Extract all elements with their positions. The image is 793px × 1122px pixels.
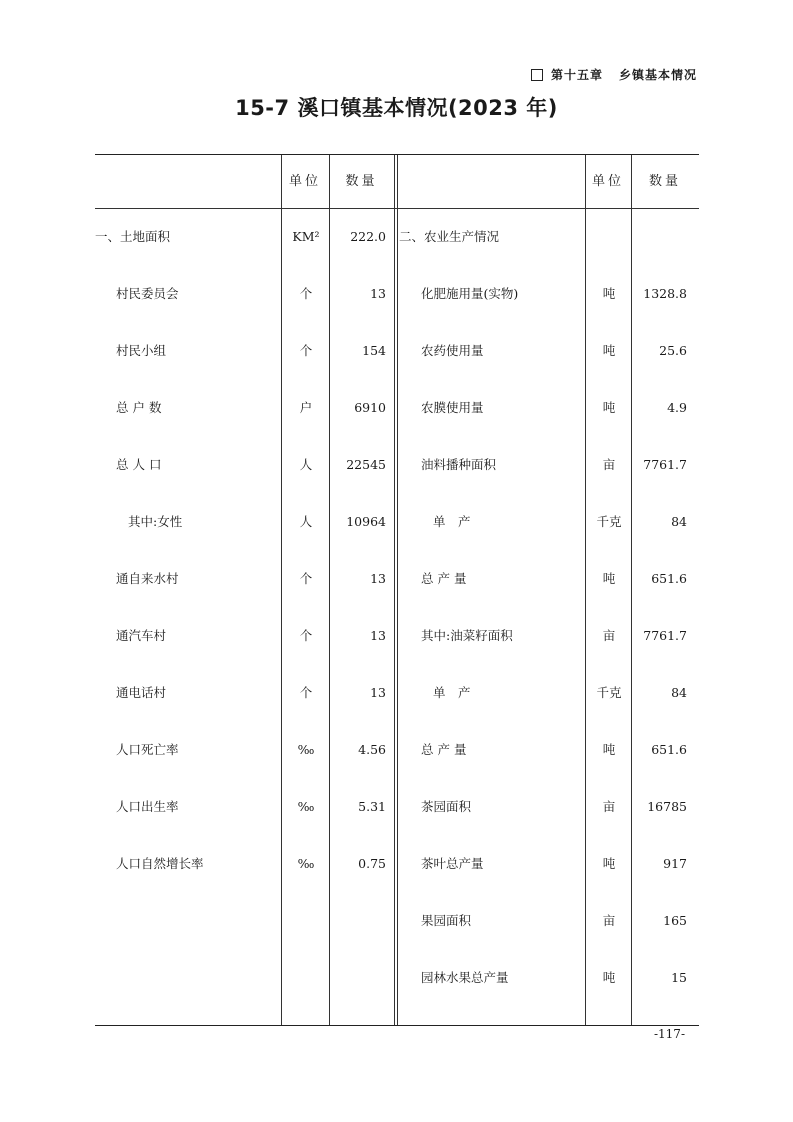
item-value: 15 xyxy=(671,970,687,985)
item-value: 13 xyxy=(370,685,386,700)
quantity-header-left: 数量 xyxy=(345,174,378,189)
table-row xyxy=(95,493,699,550)
table-row xyxy=(95,322,699,379)
item-unit: 人 xyxy=(299,514,313,529)
item-name: 通电话村 xyxy=(116,685,167,700)
table-row xyxy=(95,721,699,778)
item-value: 16785 xyxy=(647,799,687,814)
item-unit: 亩 xyxy=(602,628,616,643)
page-title: 15-7 溪口镇基本情况(2023 年) xyxy=(235,96,558,120)
item-name: 村民小组 xyxy=(116,343,167,358)
item-value xyxy=(633,208,687,265)
item-value: 7761.7 xyxy=(643,628,687,643)
item-unit: ‰ xyxy=(297,799,315,814)
item-value: 7761.7 xyxy=(643,457,687,472)
statistics-table xyxy=(95,154,699,1026)
item-value: 651.6 xyxy=(651,571,687,586)
table-row xyxy=(95,664,699,721)
item-value: 25.6 xyxy=(659,343,687,358)
item-value: 0.75 xyxy=(358,856,386,871)
item-value: 13 xyxy=(370,571,386,586)
table-row xyxy=(95,550,699,607)
item-unit: 人 xyxy=(299,457,313,472)
item-unit: 千克 xyxy=(596,685,622,700)
item-unit: 个 xyxy=(299,628,313,643)
page-number: -117- xyxy=(653,1027,685,1041)
item-value: 6910 xyxy=(354,400,386,415)
item-name: 一、土地面积 xyxy=(95,229,171,244)
item-unit: 个 xyxy=(299,685,313,700)
item-value: 917 xyxy=(663,856,687,871)
item-name: 油料播种面积 xyxy=(421,457,497,472)
item-unit: 千克 xyxy=(596,514,622,529)
item-unit: 吨 xyxy=(602,571,616,586)
item-name: 果园面积 xyxy=(421,913,472,928)
unit-header-right: 单位 xyxy=(591,174,624,189)
item-unit: 亩 xyxy=(602,457,616,472)
item-unit: 亩 xyxy=(602,799,616,814)
item-name: 二、农业生产情况 xyxy=(399,229,500,244)
item-name: 单 产 xyxy=(433,685,471,700)
item-name: 人口死亡率 xyxy=(116,742,179,757)
item-value: 84 xyxy=(671,685,687,700)
item-value: 84 xyxy=(671,514,687,529)
item-name: 园林水果总产量 xyxy=(421,970,509,985)
quantity-header-right: 数量 xyxy=(648,174,681,189)
unit-header-left: 单位 xyxy=(288,174,321,189)
item-unit: 个 xyxy=(299,286,313,301)
item-value: 5.31 xyxy=(358,799,386,814)
item-unit: 吨 xyxy=(602,286,616,301)
item-name: 通自来水村 xyxy=(116,571,179,586)
table-row xyxy=(95,949,699,1006)
item-unit: 吨 xyxy=(602,742,616,757)
item-value: 4.9 xyxy=(667,400,687,415)
chapter-label: 第十五章 xyxy=(550,68,603,82)
table-row xyxy=(95,436,699,493)
running-header xyxy=(531,66,697,83)
item-name: 茶叶总产量 xyxy=(421,856,484,871)
table-row xyxy=(95,607,699,664)
table-row xyxy=(95,208,699,265)
item-unit: 吨 xyxy=(602,343,616,358)
item-value: 10964 xyxy=(346,514,386,529)
item-value: 1328.8 xyxy=(643,286,687,301)
item-name: 总 户 数 xyxy=(116,400,162,415)
item-unit: ‰ xyxy=(297,742,315,757)
item-unit xyxy=(587,208,631,265)
item-name: 其中:女性 xyxy=(128,514,183,529)
table-row xyxy=(95,892,699,949)
item-name: 其中:油菜籽面积 xyxy=(421,628,513,643)
item-name: 化肥施用量(实物) xyxy=(421,286,519,301)
item-value: 22545 xyxy=(346,457,386,472)
item-value: 4.56 xyxy=(358,742,386,757)
section-label: 乡镇基本情况 xyxy=(618,68,697,82)
item-name: 通汽车村 xyxy=(116,628,167,643)
item-name: 农药使用量 xyxy=(421,343,484,358)
square-icon xyxy=(531,69,543,81)
item-unit: 亩 xyxy=(602,913,616,928)
item-value: 165 xyxy=(663,913,687,928)
item-unit: 个 xyxy=(299,571,313,586)
item-name: 茶园面积 xyxy=(421,799,472,814)
item-unit: KM² xyxy=(292,229,320,244)
item-name: 总 产 量 xyxy=(421,742,467,757)
item-unit: 户 xyxy=(299,400,313,415)
item-name: 单 产 xyxy=(433,514,471,529)
item-unit: ‰ xyxy=(297,856,315,871)
table-row xyxy=(95,778,699,835)
table-row xyxy=(95,835,699,892)
table-row xyxy=(95,379,699,436)
item-unit: 个 xyxy=(299,343,313,358)
item-value: 13 xyxy=(370,628,386,643)
table-row xyxy=(95,265,699,322)
item-value: 154 xyxy=(362,343,386,358)
item-name: 农膜使用量 xyxy=(421,400,484,415)
item-value: 651.6 xyxy=(651,742,687,757)
item-unit: 吨 xyxy=(602,400,616,415)
item-value: 222.0 xyxy=(350,229,386,244)
item-name: 人口自然增长率 xyxy=(116,856,204,871)
item-name: 村民委员会 xyxy=(116,286,179,301)
item-value: 13 xyxy=(370,286,386,301)
item-name: 总 人 口 xyxy=(116,457,162,472)
item-name: 人口出生率 xyxy=(116,799,179,814)
item-unit: 吨 xyxy=(602,856,616,871)
item-name: 总 产 量 xyxy=(421,571,467,586)
item-unit: 吨 xyxy=(602,970,616,985)
